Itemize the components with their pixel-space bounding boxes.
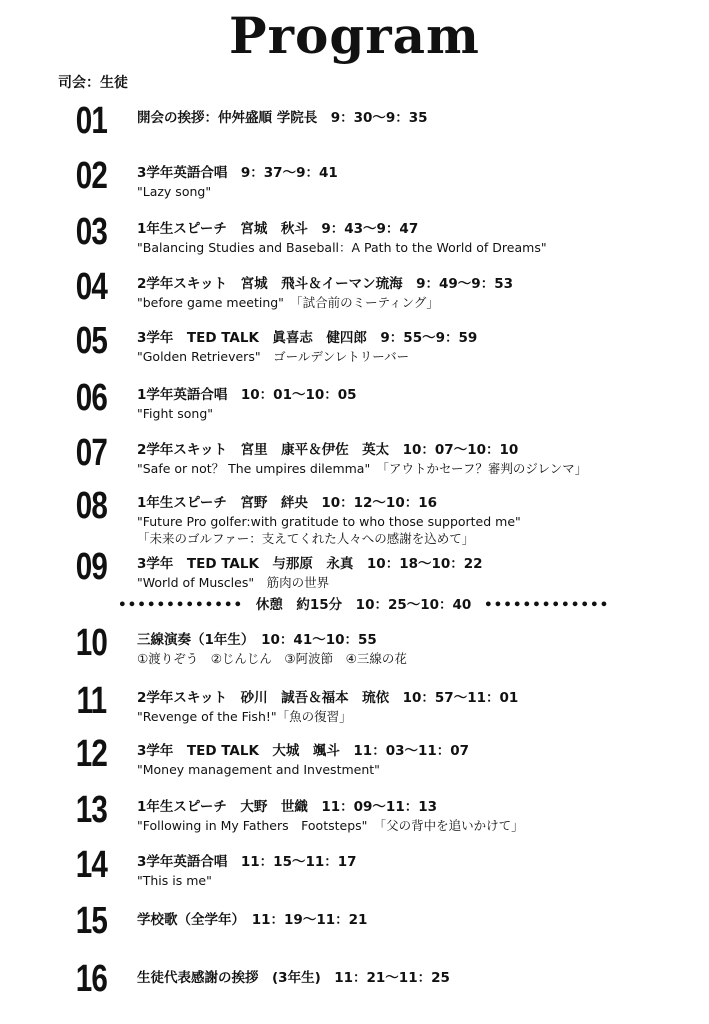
item-texts <box>137 554 483 591</box>
break-text: 休憩 約15分 10：25〜10：40 <box>255 597 472 613</box>
item-number: 01 <box>75 100 108 142</box>
item-number: 12 <box>75 733 108 775</box>
item-subtitle: "Balancing Studies and Baseball：A Path to the World of Dreams" <box>137 240 547 255</box>
item-subtitle: "Fight song" <box>137 406 214 421</box>
item-texts <box>137 493 521 547</box>
page-title: Program <box>229 6 480 65</box>
item-texts <box>137 163 338 200</box>
item-number: 16 <box>75 958 108 1000</box>
break-row <box>118 593 610 613</box>
break-dots-left: ••••••••••••• <box>118 597 244 613</box>
item-title: 2学年スキット 宮城 飛斗＆イーマン琉海 9：49〜9：53 <box>137 276 513 292</box>
item-texts <box>137 968 450 988</box>
item-subtitle: "Safe or not？ The umpires dilemma" 「アウトかセーフ？審判のジレンマ」 <box>137 461 588 476</box>
item-number: 07 <box>75 432 108 474</box>
item-number: 11 <box>76 680 107 722</box>
item-subtitle: "Following in My Fathers Footsteps" 「父の背中を追いかけて」 <box>137 818 524 833</box>
item-title: 3学年 TED TALK 大城 颯斗 11：03〜11：07 <box>137 743 470 759</box>
item-title: 生徒代表感謝の挨拶 (3年生) 11：21〜11：25 <box>137 970 450 986</box>
item-title: 1年生スピーチ 大野 世織 11：09〜11：13 <box>137 799 437 815</box>
emcee-label: 司会：生徒 <box>58 75 128 91</box>
item-title: 3学年 TED TALK 与那原 永真 10：18〜10：22 <box>137 556 483 572</box>
item-title: 1年生スピーチ 宮野 絆央 10：12〜10：16 <box>137 495 437 511</box>
item-texts <box>137 108 428 128</box>
item-title: 2学年スキット 宮里 康平＆伊佐 英太 10：07〜10：10 <box>137 442 519 458</box>
item-number: 06 <box>75 377 108 419</box>
item-number: 05 <box>75 320 108 362</box>
item-texts <box>137 274 513 311</box>
item-texts <box>137 219 547 256</box>
item-texts <box>137 852 357 889</box>
item-number: 04 <box>75 266 108 308</box>
item-number: 03 <box>75 211 108 253</box>
item-title: 3学年 TED TALK 眞喜志 健四郎 9：55〜9：59 <box>137 330 478 346</box>
item-title: 学校歌（全学年） 11：19〜11：21 <box>137 912 368 928</box>
item-subtitle: "Golden Retrievers" ゴールデンレトリーバー <box>137 349 410 364</box>
item-subtitle: "before game meeting" 「試合前のミーティング」 <box>137 295 439 310</box>
item-number: 10 <box>75 622 108 664</box>
item-number: 14 <box>75 844 108 886</box>
item-title: 開会の挨拶：仲舛盛順 学院長 9：30〜9：35 <box>137 110 428 126</box>
item-subtitle: "Money management and Investment" <box>137 762 380 777</box>
item-title: 3学年英語合唱 9：37〜9：41 <box>137 165 338 181</box>
item-title: 2学年スキット 砂川 誠吾＆福本 琉依 10：57〜11：01 <box>137 690 519 706</box>
item-number: 13 <box>75 789 108 831</box>
item-subtitle: "This is me" <box>137 873 212 888</box>
item-title: 3学年英語合唱 11：15〜11：17 <box>137 854 357 870</box>
item-number: 08 <box>75 485 108 527</box>
break-dots-right: ••••••••••••• <box>484 597 610 613</box>
item-subtitle: "Revenge of the Fish!"「魚の復習」 <box>137 709 352 724</box>
item-number: 02 <box>75 155 108 197</box>
item-texts <box>137 688 518 725</box>
item-texts <box>137 328 477 365</box>
item-number: 09 <box>75 546 108 588</box>
item-subtitle: "World of Muscles" 筋肉の世界 <box>137 575 330 590</box>
item-texts <box>137 440 587 477</box>
item-texts <box>137 630 407 667</box>
item-subtitle: ①渡りぞう ②じんじん ③阿波節 ④三線の花 <box>137 651 407 666</box>
item-texts <box>137 385 357 422</box>
item-title: 1年生スピーチ 宮城 秋斗 9：43〜9：47 <box>137 221 419 237</box>
item-number: 15 <box>75 900 108 942</box>
item-title: 三線演奏（1年生） 10：41〜10：55 <box>137 632 377 648</box>
item-subtitle: "Lazy song" <box>137 184 212 199</box>
item-texts <box>137 797 524 834</box>
item-texts <box>137 910 367 930</box>
item-title: 1学年英語合唱 10：01〜10：05 <box>137 387 357 403</box>
item-subtitle: "Future Pro golfer:with gratitude to who those supported me" <box>137 514 521 529</box>
item-texts <box>137 741 469 778</box>
item-subtitle-japanese: 「未来のゴルファー：支えてくれた人々への感謝を込めて」 <box>137 531 475 546</box>
